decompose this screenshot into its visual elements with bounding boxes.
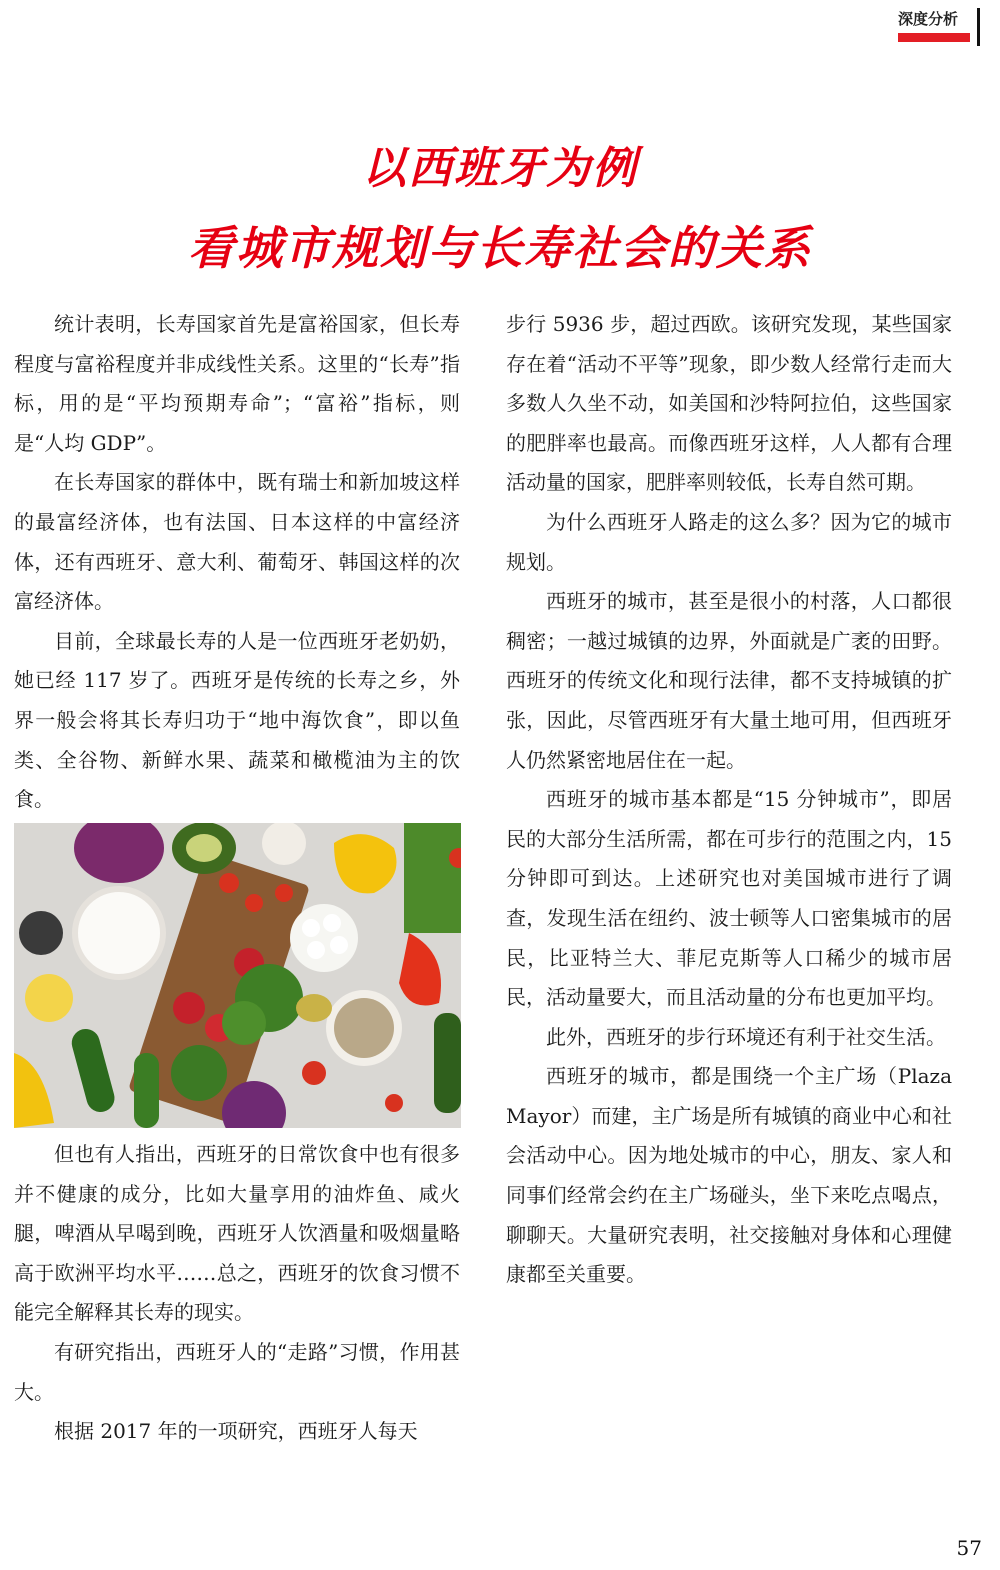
paragraph: 此外，西班牙的步行环境还有利于社交生活。 <box>546 1024 946 1049</box>
paragraph: 目前，全球最长寿的人是一位西班牙老奶奶，她已经 117 岁了。西班牙是传统的长寿之乡，外界一般会将其长寿归功于“地中海饮食”，即以鱼类、全谷物、新鲜水果、蔬菜和橄榄油为主的饮食。 <box>14 628 460 812</box>
left-column-top <box>14 305 460 820</box>
paragraph: 西班牙的城市，甚至是很小的村落，人口都很稠密；一越过城镇的边界，外面就是广袤的田野。西班牙的传统文化和现行法律，都不支持城镇的扩张，因此，尽管西班牙有大量土地可用，但西班牙人仍然紧密地居住在一起。 <box>506 589 952 772</box>
paragraph-continued: 步行 5936 步，超过西欧。该研究发现，某些国家存在着“活动不平等”现象，即少数人经常行走而大多数人久坐不动，如美国和沙特阿拉伯，这些国家的肥胖率也最高。而像西班牙这样，人人都有合理活动量的国家，肥胖率则较低，长寿自然可期。 <box>506 312 952 495</box>
article-title-line1: 以西班牙为例 <box>362 143 638 194</box>
paragraph: 有研究指出，西班牙人的“走路”习惯，作用甚大。 <box>14 1339 460 1404</box>
section-label: 深度分析 <box>898 10 959 28</box>
paragraph: 但也有人指出，西班牙的日常饮食中也有很多并不健康的成分，比如大量享用的油炸鱼、咸火腿，啤酒从早喝到晚，西班牙人饮酒量和吸烟量略高于欧洲平均水平……总之，西班牙的饮食习惯不能完全解释其长寿的现实。 <box>14 1142 460 1325</box>
paragraph: 在长寿国家的群体中，既有瑞士和新加坡这样的最富经济体，也有法国、日本这样的中富经济体，还有西班牙、意大利、葡萄牙、韩国这样的次富经济体。 <box>14 470 460 614</box>
section-red-bar <box>898 33 970 42</box>
paragraph: 西班牙的城市基本都是“15 分钟城市”，即居民的大部分生活所需，都在可步行的范围之内，15 分钟即可到达。上述研究也对美国城市进行了调查，发现生活在纽约、波士顿等人口密集城市的居民，比亚特兰大、菲尼克斯等人口稀少的城市居民，活动量要大，而且活动量的分布也更加平均。 <box>506 787 952 1010</box>
paragraph: 西班牙的城市，都是围绕一个主广场（Plaza Mayor）而建，主广场是所有城镇的商业中心和社会活动中心。因为地处城市的中心，朋友、家人和同事们经常会约在主广场碰头，坐下来吃点喝点，聊聊天。大量研究表明，社交接触对身体和心理健康都至关重要。 <box>506 1064 952 1287</box>
paragraph: 为什么西班牙人路走的这么多？因为它的城市规划。 <box>506 509 952 574</box>
section-tag <box>898 8 970 42</box>
food-illustration <box>14 823 461 1128</box>
paragraph: 统计表明，长寿国家首先是富裕国家，但长寿程度与富裕程度并非成线性关系。这里的“长寿”指标，用的是“平均预期寿命”；“富裕”指标，则是“人均 GDP”。 <box>14 312 460 455</box>
left-column-bottom <box>14 1135 460 1452</box>
paragraph: 根据 2017 年的一项研究，西班牙人每天 <box>54 1419 418 1444</box>
side-rule <box>977 8 980 46</box>
right-column <box>506 305 952 1295</box>
page-number: 57 <box>956 1536 982 1560</box>
article-title-line2: 看城市规划与长寿社会的关系 <box>188 221 812 275</box>
food-photo <box>14 823 461 1128</box>
